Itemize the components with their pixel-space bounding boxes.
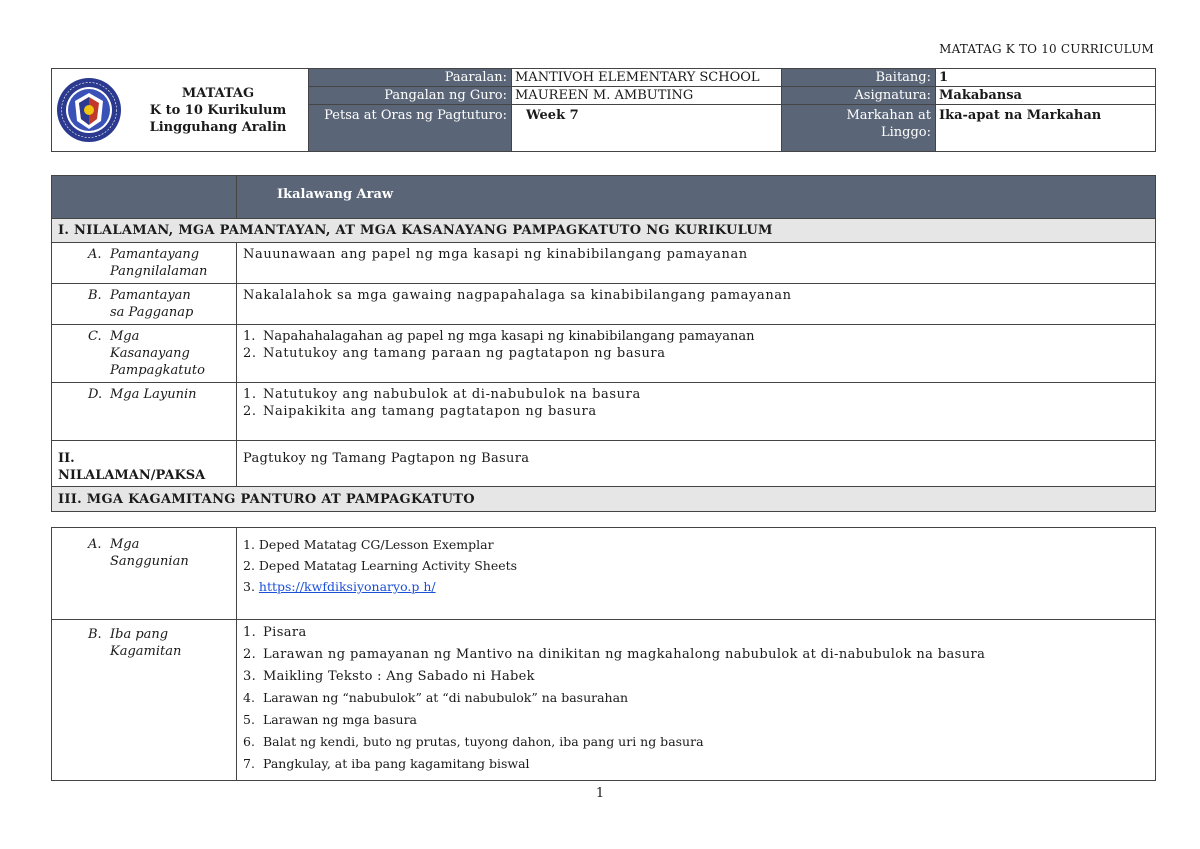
row-ii-label: II. NILALAMAN/PAKSA — [52, 441, 237, 487]
res-row-a-content — [237, 528, 1156, 620]
row-c-label: C. Mga Kasanayang Pampagkatuto — [52, 325, 237, 383]
row-d-content — [237, 383, 1156, 441]
brand-cell — [52, 69, 309, 152]
section-3-title: III. MGA KAGAMITANG PANTURO AT PAMPAGKATUTO — [52, 487, 1156, 512]
row-b-content: Nakalalahok sa mga gawaing nagpapahalaga sa kinabibilangang pamayanan — [237, 284, 1156, 325]
deped-seal-logo — [56, 77, 122, 143]
school-value: MANTIVOH ELEMENTARY SCHOOL — [512, 69, 782, 87]
row-a-label: A. Pamantayang Pangnilalaman — [52, 243, 237, 284]
brand-line-3: Lingguhang Aralin — [149, 119, 287, 135]
dictionary-link-tail[interactable]: h/ — [419, 579, 436, 594]
list-item: 2. Larawan ng pamayanan ng Mantivo na dinikitan ng magkahalong nabubulok at di-nabubulok na basura — [243, 646, 986, 662]
list-item: 3. Maikling Teksto : Ang Sabado ni Habek — [243, 668, 535, 684]
list-item: 4. Larawan ng “nabubulok” at “di nabubulok” na basurahan — [243, 690, 629, 706]
brand-line-1: MATATAG — [181, 85, 255, 101]
quarter-value: Ika-apat na Markahan — [936, 105, 1156, 152]
list-item: 1. Natutukoy ang nabubulok at di-nabubulok na basura — [243, 387, 641, 402]
dictionary-link[interactable]: https://kwfdiksiyonaryo.p — [258, 579, 420, 594]
list-item: 5. Larawan ng mga basura — [243, 712, 418, 728]
resources-table — [51, 527, 1156, 781]
lesson-content-table — [51, 175, 1156, 512]
page-number: 1 — [595, 786, 605, 801]
list-item: 6. Balat ng kendi, buto ng prutas, tuyong dahon, iba pang uri ng basura — [243, 733, 704, 749]
section-1-title: I. NILALAMAN, MGA PAMANTAYAN, AT MGA KASANAYANG PAMPAGKATUTO NG KURIKULUM — [52, 219, 1156, 243]
day-header-blank — [52, 176, 237, 219]
res-row-a-label: A. Mga Sanggunian — [52, 528, 237, 620]
list-item: 2. Natutukoy ang tamang paraan ng pagtatapon ng basura — [243, 346, 666, 361]
quarter-label-line-2: Linggo: — [880, 125, 931, 140]
date-label: Petsa at Oras ng Pagtuturo: — [309, 105, 512, 152]
subject-value: Makabansa — [936, 87, 1156, 105]
list-item: 2. Deped Matatag Learning Activity Sheets — [243, 558, 518, 573]
row-c-content — [237, 325, 1156, 383]
teacher-label: Pangalan ng Guro: — [309, 87, 512, 105]
brand-line-2: K to 10 Kurikulum — [149, 102, 287, 118]
row-a-content: Nauunawaan ang papel ng mga kasapi ng kinabibilangang pamayanan — [237, 243, 1156, 284]
subject-label: Asignatura: — [782, 87, 936, 105]
res-row-b-label: B. Iba pang Kagamitan — [52, 620, 237, 781]
list-item: 1. Pisara — [243, 625, 307, 640]
list-item: 7. Pangkulay, at iba pang kagamitang biswal — [243, 755, 530, 771]
row-b-label: B. Pamantayan sa Pagganap — [52, 284, 237, 325]
day-header: Ikalawang Araw — [237, 176, 1156, 219]
res-row-b-content — [237, 620, 1156, 781]
lesson-header-table — [51, 68, 1156, 152]
grade-label: Baitang: — [782, 69, 936, 87]
list-item: 2. Naipakikita ang tamang pagtatapon ng basura — [243, 404, 597, 419]
list-item: 1. Deped Matatag CG/Lesson Exemplar — [243, 537, 494, 552]
row-ii-content: Pagtukoy ng Tamang Pagtapon ng Basura — [237, 441, 1156, 487]
running-header: MATATAG K TO 10 CURRICULUM — [939, 42, 1154, 56]
grade-value: 1 — [936, 69, 1156, 87]
school-label: Paaralan: — [309, 69, 512, 87]
quarter-label-line-1: Markahan at — [846, 108, 931, 123]
list-item: 3. https://kwfdiksiyonaryo.p h/ — [243, 579, 436, 594]
quarter-label — [782, 105, 936, 152]
date-value: Week 7 — [512, 105, 782, 152]
list-item: 1. Napahahalagahan ag papel ng mga kasapi ng kinabibilangang pamayanan — [243, 329, 755, 344]
teacher-value: MAUREEN M. AMBUTING — [512, 87, 782, 105]
brand-title — [132, 85, 304, 136]
row-d-label: D. Mga Layunin — [52, 383, 237, 441]
